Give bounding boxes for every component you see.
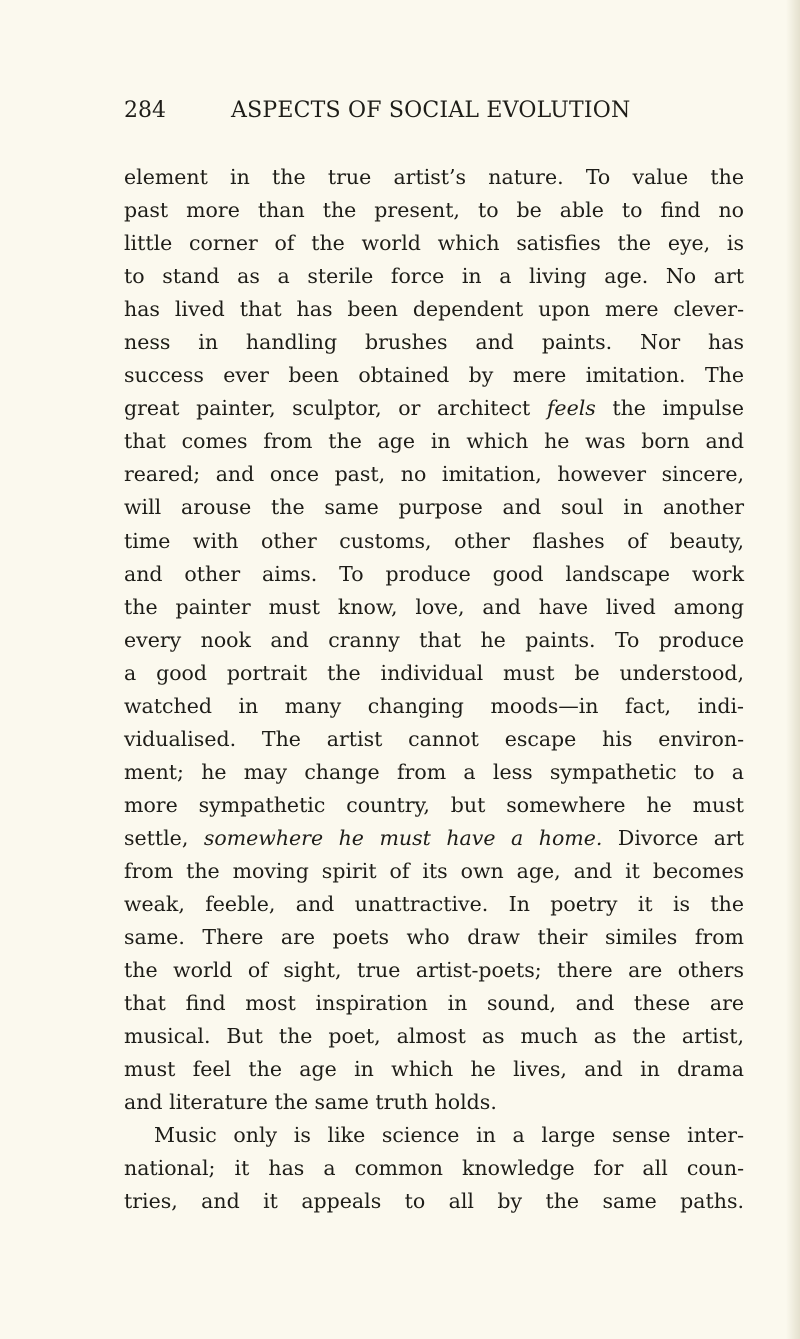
italic-emphasis: feels <box>546 396 596 421</box>
text-line: ness in handling brushes and paints. Nor has <box>124 330 744 355</box>
text-line: success ever been obtained by mere imitation. The <box>124 363 744 388</box>
text-line: settle, somewhere he must have a home. Divorce art <box>124 825 744 850</box>
text-line: element in the true artist’s nature. To value the <box>124 165 744 189</box>
text-line: to stand as a sterile force in a living age. No art <box>124 264 744 289</box>
body-text <box>124 161 744 1219</box>
text-line: watched in many changing moods—in fact, indi- <box>124 693 744 718</box>
text-line: the painter must know, love, and have lived among <box>124 594 744 619</box>
text-line: same. There are poets who draw their similes from <box>124 925 744 950</box>
text-line: that find most inspiration in sound, and these are <box>124 991 744 1016</box>
text-line: musical. But the poet, almost as much as the artist, <box>124 1024 744 1049</box>
text-line: every nook and cranny that he paints. To produce <box>124 627 744 652</box>
page-edge-shadow <box>786 0 800 1339</box>
running-head <box>124 98 744 134</box>
text-line: past more than the present, to be able to find no <box>124 198 744 223</box>
running-title: ASPECTS OF SOCIAL EVOLUTION <box>231 98 631 123</box>
text-line: ment; he may change from a less sympathetic to a <box>124 759 744 784</box>
paragraph <box>124 161 744 1119</box>
text-line: reared; and once past, no imitation, however sincere, <box>124 462 744 487</box>
text-line: has lived that has been dependent upon mere clever- <box>124 297 744 322</box>
italic-emphasis: somewhere he must have a home. <box>203 825 603 850</box>
text-line: tries, and it appeals to all by the same paths. <box>124 1189 744 1214</box>
text-line: Music only is like science in a large sense inter- <box>154 1123 744 1148</box>
text-line: will arouse the same purpose and soul in another <box>124 495 744 520</box>
text-line: more sympathetic country, but somewhere he must <box>124 792 744 817</box>
text-line: must feel the age in which he lives, and in drama <box>124 1057 744 1082</box>
text-line: from the moving spirit of its own age, and it becomes <box>124 858 744 883</box>
paragraph <box>124 1119 744 1218</box>
text-line: great painter, sculptor, or architect feels the impulse <box>124 396 744 421</box>
text-line: and literature the same truth holds. <box>124 1090 497 1115</box>
text-line: vidualised. The artist cannot escape his environ- <box>124 726 744 751</box>
text-line: and other aims. To produce good landscape work <box>124 561 744 586</box>
page-number: 284 <box>124 98 166 123</box>
text-line: weak, feeble, and unattractive. In poetry it is the <box>124 892 744 917</box>
text-line: the world of sight, true artist-poets; there are others <box>124 958 744 983</box>
text-line: national; it has a common knowledge for all coun- <box>124 1156 744 1181</box>
text-line: time with other customs, other flashes of beauty, <box>124 528 744 553</box>
text-line: that comes from the age in which he was born and <box>124 429 744 454</box>
text-line: a good portrait the individual must be understood, <box>124 660 744 685</box>
text-line: little corner of the world which satisfies the eye, is <box>124 231 744 256</box>
